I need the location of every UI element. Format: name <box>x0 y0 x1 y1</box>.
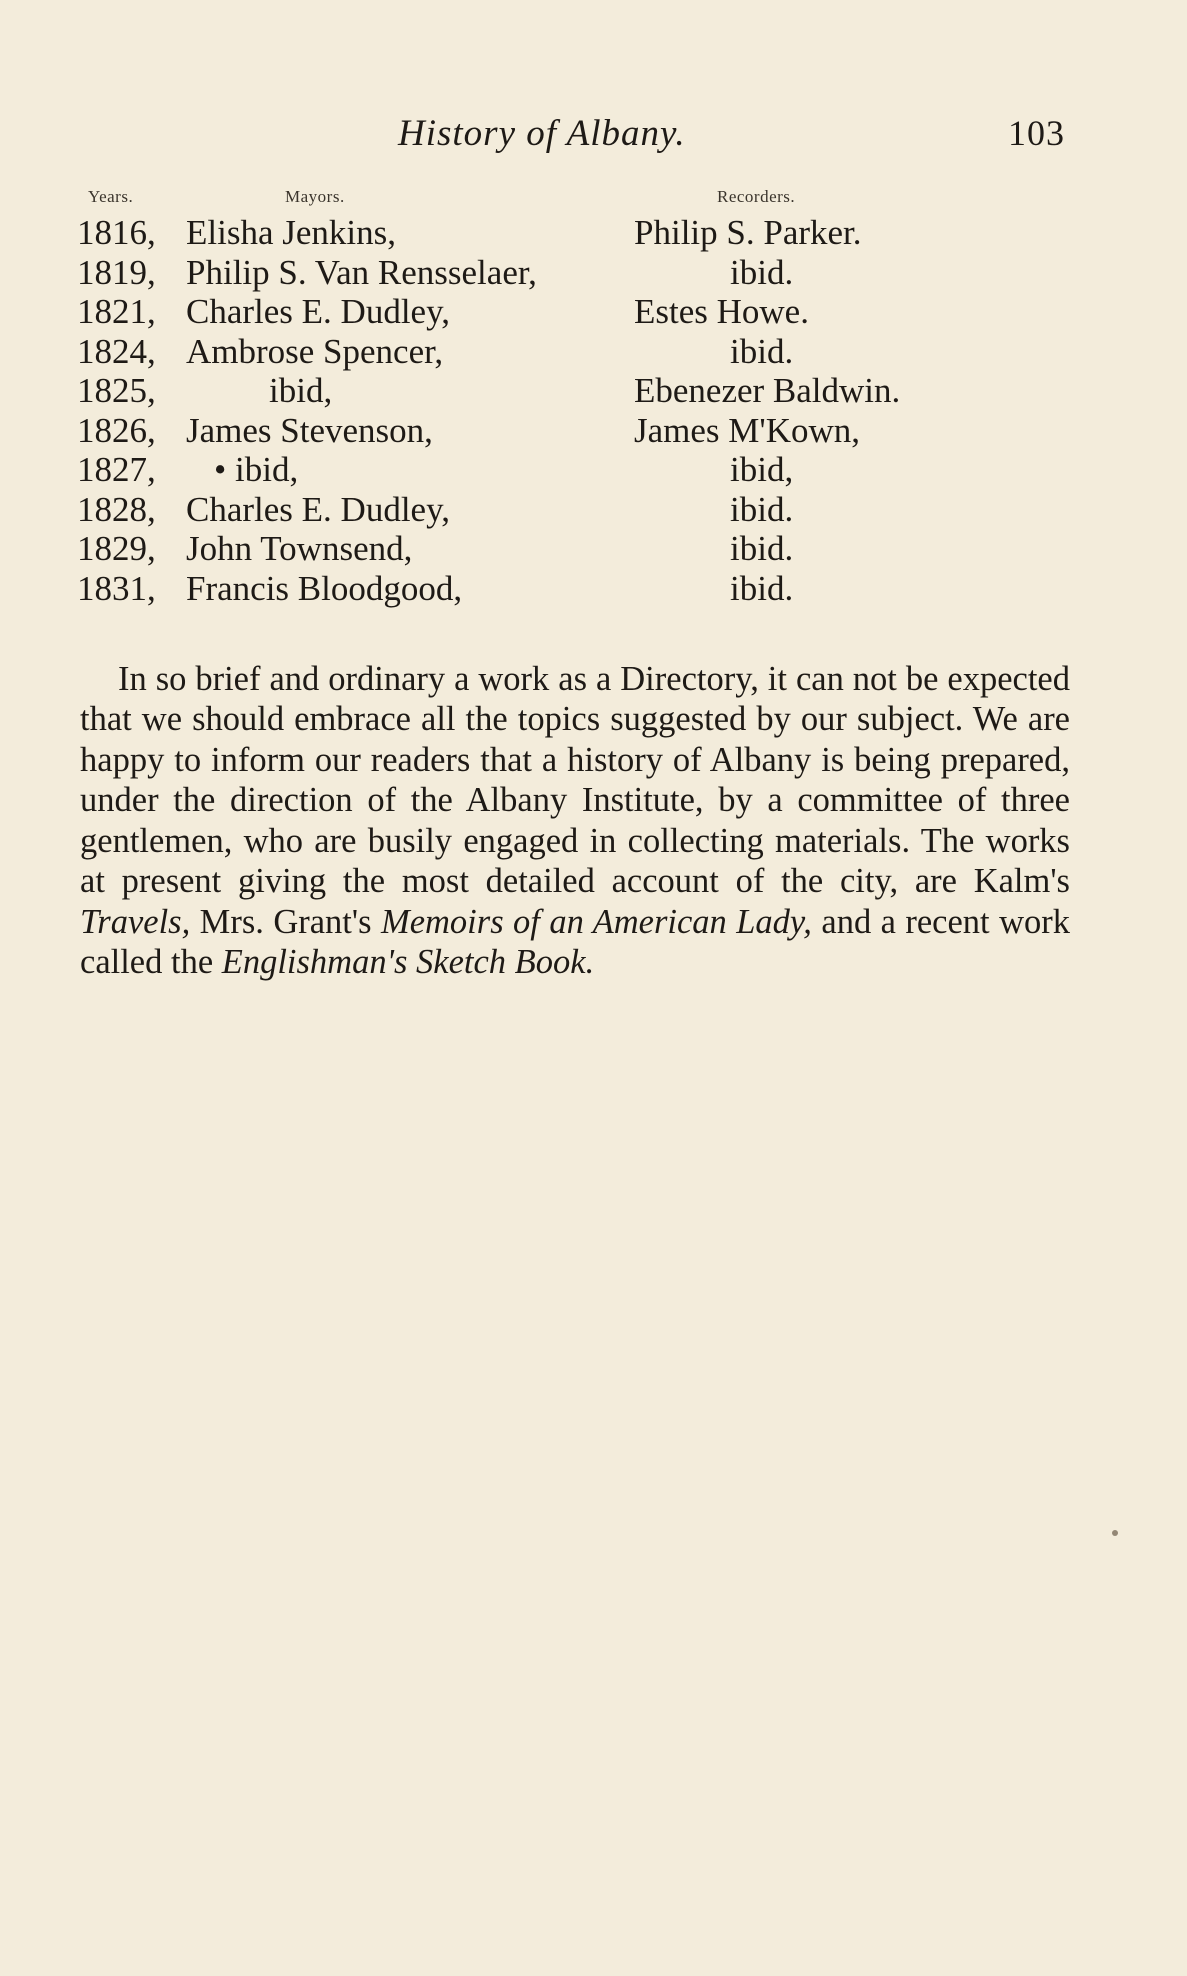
table-row <box>0 490 1187 530</box>
paragraph-text: and a recent work called the <box>80 902 1070 981</box>
recorder-cell: ibid. <box>730 568 794 608</box>
table-row <box>0 529 1187 569</box>
table-row <box>0 213 1187 253</box>
column-header-recorders: Recorders. <box>717 187 796 206</box>
mayor-cell: Elisha Jenkins, <box>186 213 396 252</box>
recorder-cell: ibid, <box>730 450 794 489</box>
recorder-cell: James M'Kown, <box>634 410 861 450</box>
mayor-cell: Francis Bloodgood, <box>186 568 463 608</box>
year-cell: 1821, <box>77 292 156 331</box>
year-cell: 1827, <box>77 450 156 489</box>
mayors-recorders-table <box>0 213 1187 608</box>
travels-title: Travels, <box>80 902 191 941</box>
year-cell: 1826, <box>77 410 156 450</box>
body-paragraph <box>80 659 1070 983</box>
mayor-cell: Charles E. Dudley, <box>186 489 451 529</box>
year-cell: 1824, <box>77 331 156 371</box>
sketch-book-title: Englishman's Sketch Book. <box>221 943 595 981</box>
recorder-cell: ibid. <box>730 489 794 529</box>
recorder-cell: Estes Howe. <box>634 292 809 331</box>
recorder-cell: ibid. <box>730 529 794 568</box>
year-cell: 1829, <box>77 529 156 568</box>
table-row <box>0 253 1187 293</box>
mayor-cell: Philip S. Van Rensselaer, <box>186 252 537 292</box>
paragraph-text: In so brief and ordinary a work as a Directory, it can not be expected that we should embrace all the topics suggested by our subject. We are happy to inform our readers that a history of Albany is being prepared, under the direction of the Albany Institute, by a committee of three gentlemen, who are busily engaged in collecting materials. The works at present giving the most detailed account of the city, are Kalm's <box>80 659 1070 900</box>
table-row <box>0 411 1187 451</box>
year-cell: 1831, <box>77 568 156 608</box>
year-cell: 1825, <box>77 371 156 410</box>
recorder-cell: Ebenezer Baldwin. <box>634 371 901 410</box>
running-title: History of Albany. <box>398 113 686 154</box>
mayor-cell: John Townsend, <box>186 529 413 568</box>
mayor-cell: ibid, <box>269 371 333 410</box>
recorder-cell: ibid. <box>730 252 794 292</box>
column-header-mayors: Mayors. <box>285 187 345 206</box>
table-row <box>0 371 1187 411</box>
mayor-cell: • ibid, <box>214 450 299 489</box>
column-header-years: Years. <box>88 187 134 206</box>
mayor-cell: Ambrose Spencer, <box>186 331 444 371</box>
table-row <box>0 292 1187 332</box>
table-row <box>0 450 1187 490</box>
mayor-cell: James Stevenson, <box>186 410 433 450</box>
mayor-cell: Charles E. Dudley, <box>186 292 451 331</box>
paragraph-text: Mrs. Grant's <box>190 902 381 941</box>
table-row <box>0 569 1187 609</box>
year-cell: 1828, <box>77 489 156 529</box>
ink-speck <box>1112 1530 1118 1536</box>
table-row <box>0 332 1187 372</box>
recorder-cell: ibid. <box>730 331 794 371</box>
year-cell: 1816, <box>77 213 156 252</box>
recorder-cell: Philip S. Parker. <box>634 213 862 252</box>
page-number: 103 <box>1008 113 1065 153</box>
memoirs-title: Memoirs of an American Lady, <box>380 902 812 941</box>
year-cell: 1819, <box>77 252 156 292</box>
